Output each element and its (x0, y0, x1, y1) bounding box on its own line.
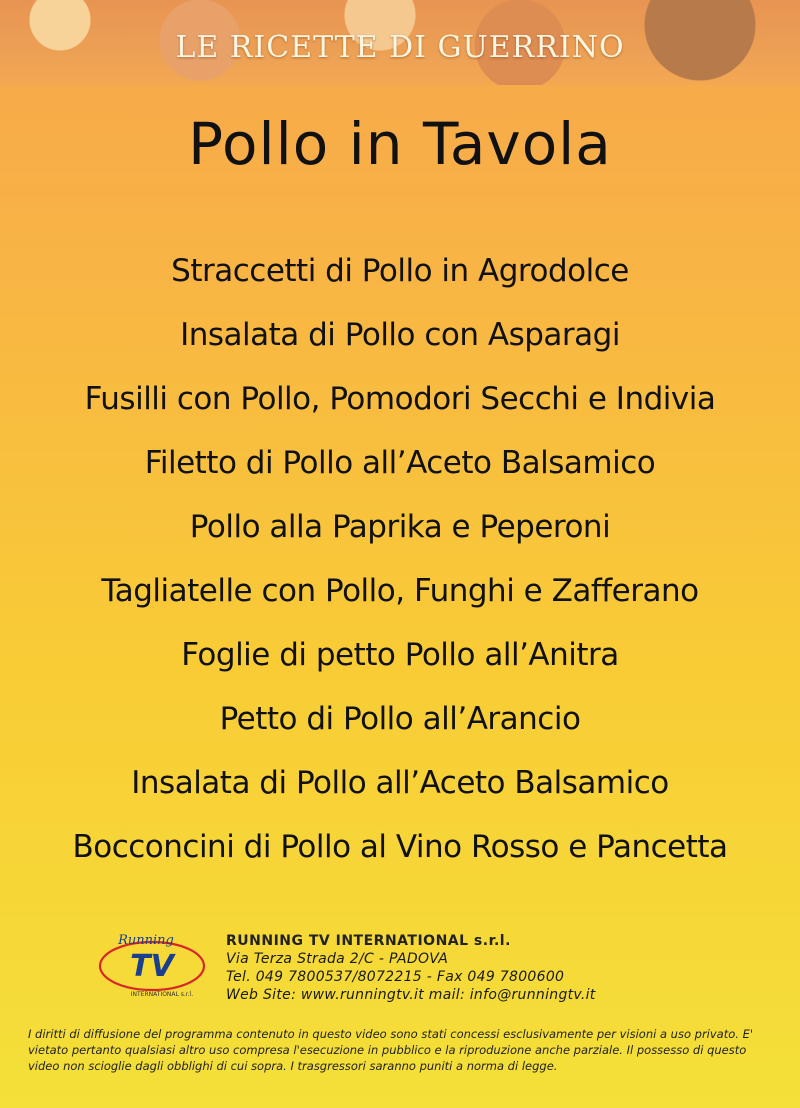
recipe-item: Insalata di Pollo all’Aceto Balsamico (131, 765, 669, 801)
logo-bottom-text: INTERNATIONAL s.r.l. (130, 991, 194, 998)
recipe-item: Straccetti di Pollo in Agrodolce (171, 253, 629, 289)
header-banner (0, 0, 800, 85)
company-web: Web Site: www.runningtv.it mail: info@runningtv.it (226, 987, 596, 1003)
company-name: RUNNING TV INTERNATIONAL s.r.l. (226, 933, 511, 949)
page-title: Pollo in Tavola (188, 110, 612, 178)
series-title: LE RICETTE DI GUERRINO (175, 30, 625, 65)
recipe-item: Petto di Pollo all’Arancio (219, 701, 581, 737)
recipe-item: Insalata di Pollo con Asparagi (180, 317, 620, 353)
logo-top-text: Running (118, 933, 174, 948)
company-phone: Tel. 049 7800537/8072215 - Fax 049 7800600 (226, 969, 565, 985)
recipe-item: Foglie di petto Pollo all’Anitra (181, 637, 619, 673)
recipe-item: Bocconcini di Pollo al Vino Rosso e Pancetta (72, 829, 728, 865)
company-info (226, 932, 746, 1004)
legal-disclaimer: I diritti di diffusione del programma contenuto in questo video sono stati concessi esclusivamente per visioni a uso privato. E' vietato pertanto qualsiasi altro uso compresa l'esecuzione in pubblico e la riproduzione anche parziale. Il possesso di questo video non scioglie dagli obblighi di cui sopra. I trasgressori saranno puniti a norma di legge. (28, 1027, 754, 1073)
recipe-item: Pollo alla Paprika e Peperoni (189, 509, 611, 545)
recipe-item: Filetto di Pollo all’Aceto Balsamico (144, 445, 656, 481)
recipe-list (0, 248, 800, 888)
company-address: Via Terza Strada 2/C - PADOVA (226, 951, 449, 967)
recipe-item: Tagliatelle con Pollo, Funghi e Zafferano (101, 573, 699, 609)
recipe-item: Fusilli con Pollo, Pomodori Secchi e Indivia (84, 381, 716, 417)
logo-main-text: TV (130, 949, 174, 984)
running-tv-logo (92, 930, 212, 1000)
